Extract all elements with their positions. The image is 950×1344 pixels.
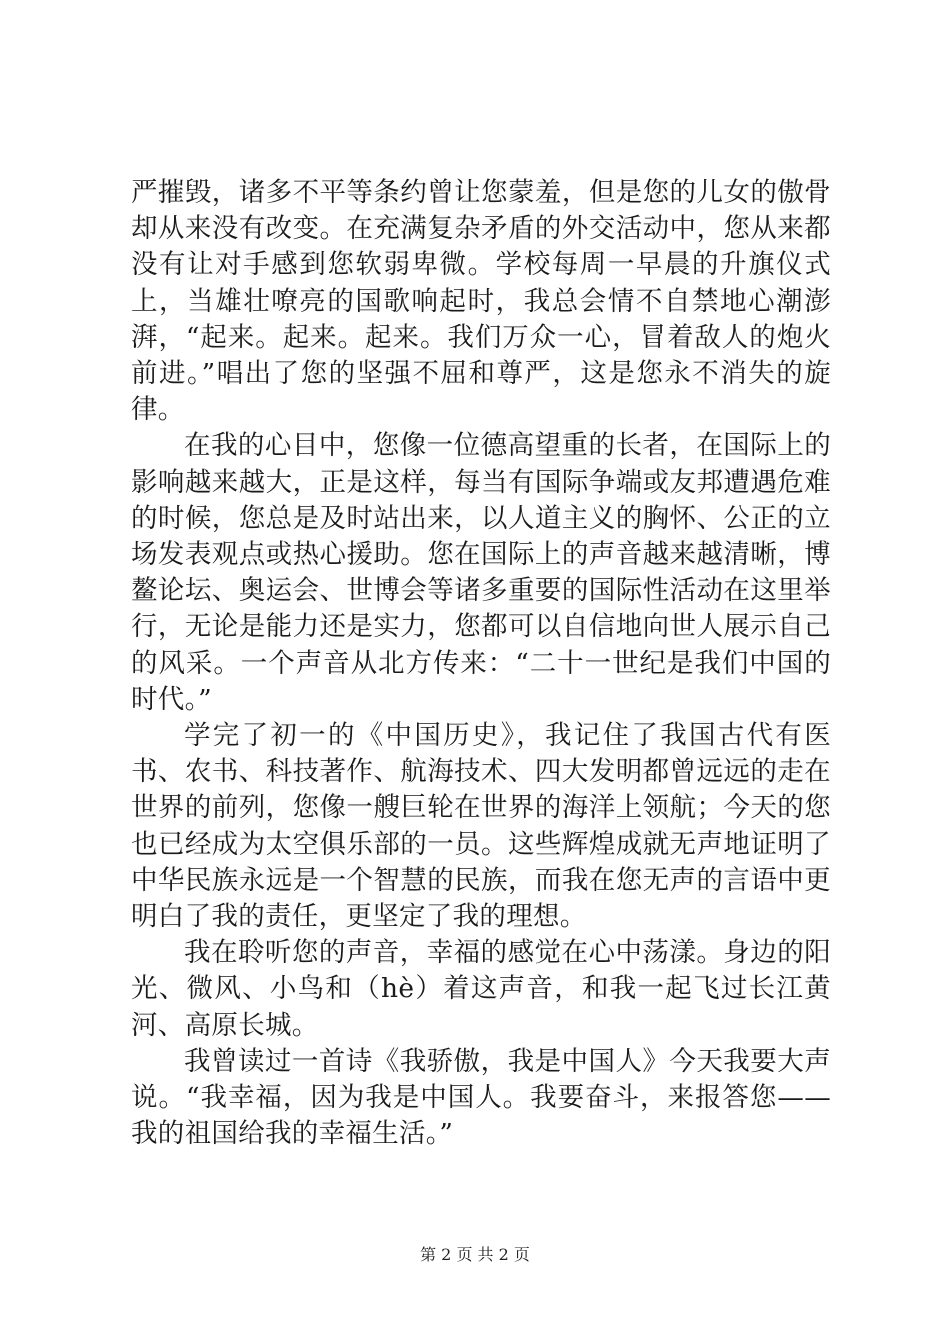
paragraph-2: 在我的心目中，您像一位德高望重的长者，在国际上的影响越来越大，正是这样，每当有国际争端或友邦遭遇危难的时候，您总是及时站出来，以人道主义的胸怀、公正的立场发表观点或热心援助。您在国际上的声音越来越清晰，博鳌论坛、奥运会、世博会等诸多重要的国际性活动在这里举行，无论是能力还是实力，您都可以自信地向世人展示自己的风采。一个声音从北方传来：“二十一世纪是我们中国的时代。”	[131, 430, 831, 715]
paragraph-3: 学完了初一的《中国历史》，我记住了我国古代有医书、农书、科技著作、航海技术、四大发明都曾远远的走在世界的前列，您像一艘巨轮在世界的海洋上领航；今天的您也已经成为太空俱乐部的一员。这些辉煌成就无声地证明了中华民族永远是一个智慧的民族，而我在您无声的言语中更明白了我的责任，更坚定了我的理想。	[131, 720, 831, 933]
page-footer: 第 2 页 共 2 页	[420, 1245, 530, 1264]
paragraph-4: 我在聆听您的声音，幸福的感觉在心中荡漾。身边的阳光、微风、小鸟和（hè）着这声音，和我一起飞过长江黄河、高原长城。	[131, 937, 831, 1041]
document-body	[131, 175, 831, 1152]
paragraph-1: 严摧毁，诸多不平等条约曾让您蒙羞，但是您的儿女的傲骨却从来没有改变。在充满复杂矛盾的外交活动中，您从来都没有让对手感到您软弱卑微。学校每周一早晨的升旗仪式上，当雄壮嘹亮的国歌响起时，我总会情不自禁地心潮澎湃，“起来。起来。起来。我们万众一心，冒着敌人的炮火前进。”唱出了您的坚强不屈和尊严，这是您永不消失的旋律。	[131, 177, 831, 426]
paragraph-5: 我曾读过一首诗《我骄傲，我是中国人》今天我要大声说。“我幸福，因为我是中国人。我要奋斗，来报答您——我的祖国给我的幸福生活。”	[131, 1045, 831, 1150]
